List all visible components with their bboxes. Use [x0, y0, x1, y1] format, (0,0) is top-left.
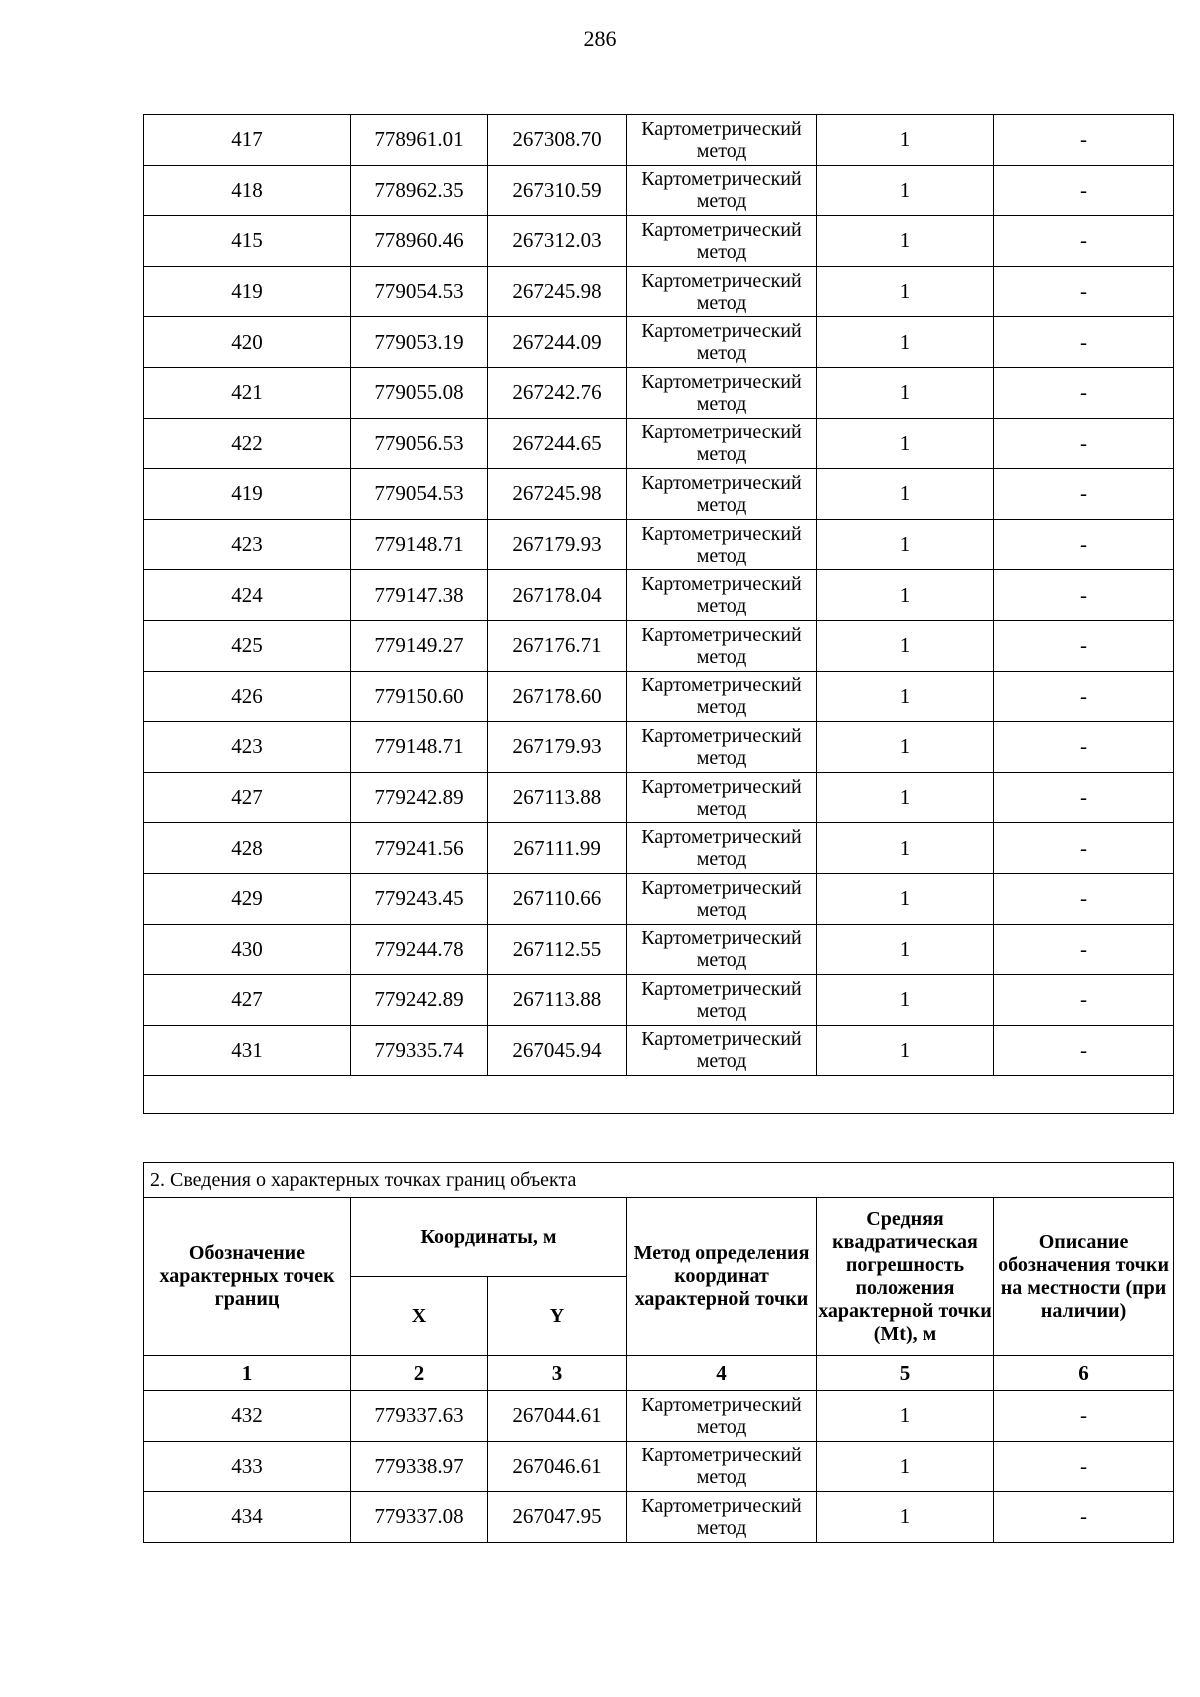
mean-error-cell: 1: [817, 722, 994, 773]
x-cell: 779150.60: [351, 671, 488, 722]
description-cell: -: [994, 115, 1174, 166]
table-row: [144, 1441, 1174, 1492]
description-cell: -: [994, 570, 1174, 621]
y-cell: 267179.93: [488, 519, 627, 570]
x-cell: 779149.27: [351, 620, 488, 671]
point-cell: 430: [144, 924, 351, 975]
x-cell: 779337.63: [351, 1391, 488, 1442]
method-cell: Картометрический метод: [627, 418, 817, 469]
method-cell: Картометрический метод: [627, 1025, 817, 1076]
y-cell: 267110.66: [488, 873, 627, 924]
table-row: [144, 924, 1174, 975]
point-cell: 433: [144, 1441, 351, 1492]
description-cell: -: [994, 772, 1174, 823]
point-cell: 423: [144, 519, 351, 570]
mean-error-cell: 1: [817, 367, 994, 418]
table-row: [144, 570, 1174, 621]
x-cell: 779241.56: [351, 823, 488, 874]
description-cell: -: [994, 1025, 1174, 1076]
header-mean-error: Средняя квадратическая погрешность положения характерной точки (Mt), м: [817, 1198, 994, 1356]
mean-error-cell: 1: [817, 924, 994, 975]
method-cell: Картометрический метод: [627, 266, 817, 317]
boundary-points-table: [143, 1162, 1174, 1543]
column-number: 4: [627, 1356, 817, 1391]
header-x: X: [351, 1277, 488, 1356]
method-cell: Картометрический метод: [627, 620, 817, 671]
point-cell: 424: [144, 570, 351, 621]
column-number: 5: [817, 1356, 994, 1391]
column-number: 3: [488, 1356, 627, 1391]
description-cell: -: [994, 216, 1174, 267]
description-cell: -: [994, 722, 1174, 773]
description-cell: -: [994, 671, 1174, 722]
y-cell: 267045.94: [488, 1025, 627, 1076]
header-description: Описание обозначения точки на местности (при наличии): [994, 1198, 1174, 1356]
mean-error-cell: 1: [817, 266, 994, 317]
y-cell: 267308.70: [488, 115, 627, 166]
table-row: [144, 519, 1174, 570]
x-cell: 779244.78: [351, 924, 488, 975]
mean-error-cell: 1: [817, 1391, 994, 1442]
method-cell: Картометрический метод: [627, 772, 817, 823]
table-row: [144, 620, 1174, 671]
table-row: [144, 975, 1174, 1026]
table-row: [144, 469, 1174, 520]
y-cell: 267176.71: [488, 620, 627, 671]
table-empty-row: [144, 1076, 1174, 1114]
mean-error-cell: 1: [817, 1441, 994, 1492]
table-row: [144, 418, 1174, 469]
x-cell: 778960.46: [351, 216, 488, 267]
description-cell: -: [994, 367, 1174, 418]
y-cell: 267245.98: [488, 469, 627, 520]
header-point-designation: Обозначение характерных точек границ: [144, 1198, 351, 1356]
header-y: Y: [488, 1277, 627, 1356]
y-cell: 267113.88: [488, 975, 627, 1026]
point-cell: 419: [144, 469, 351, 520]
description-cell: -: [994, 823, 1174, 874]
x-cell: 779054.53: [351, 469, 488, 520]
point-cell: 417: [144, 115, 351, 166]
y-cell: 267310.59: [488, 165, 627, 216]
x-cell: 779147.38: [351, 570, 488, 621]
table-row: [144, 266, 1174, 317]
method-cell: Картометрический метод: [627, 115, 817, 166]
description-cell: -: [994, 418, 1174, 469]
table-row: [144, 823, 1174, 874]
method-cell: Картометрический метод: [627, 469, 817, 520]
point-cell: 434: [144, 1492, 351, 1543]
point-cell: 423: [144, 722, 351, 773]
x-cell: 779338.97: [351, 1441, 488, 1492]
point-cell: 431: [144, 1025, 351, 1076]
description-cell: -: [994, 873, 1174, 924]
mean-error-cell: 1: [817, 620, 994, 671]
table-row: [144, 1391, 1174, 1442]
point-cell: 418: [144, 165, 351, 216]
x-cell: 779242.89: [351, 975, 488, 1026]
table-row: [144, 367, 1174, 418]
description-cell: -: [994, 165, 1174, 216]
y-cell: 267244.65: [488, 418, 627, 469]
x-cell: 779054.53: [351, 266, 488, 317]
point-cell: 429: [144, 873, 351, 924]
point-cell: 421: [144, 367, 351, 418]
table-row: [144, 722, 1174, 773]
y-cell: 267046.61: [488, 1441, 627, 1492]
point-cell: 427: [144, 772, 351, 823]
table-row: [144, 1025, 1174, 1076]
header-coordinates: Координаты, м: [351, 1198, 627, 1277]
y-cell: 267044.61: [488, 1391, 627, 1442]
mean-error-cell: 1: [817, 469, 994, 520]
table-row: [144, 1492, 1174, 1543]
x-cell: 779242.89: [351, 772, 488, 823]
method-cell: Картометрический метод: [627, 1492, 817, 1543]
point-cell: 420: [144, 317, 351, 368]
column-number: 2: [351, 1356, 488, 1391]
method-cell: Картометрический метод: [627, 823, 817, 874]
method-cell: Картометрический метод: [627, 924, 817, 975]
y-cell: 267111.99: [488, 823, 627, 874]
point-cell: 428: [144, 823, 351, 874]
mean-error-cell: 1: [817, 317, 994, 368]
table-row: [144, 317, 1174, 368]
description-cell: -: [994, 317, 1174, 368]
mean-error-cell: 1: [817, 570, 994, 621]
point-cell: 426: [144, 671, 351, 722]
x-cell: 778962.35: [351, 165, 488, 216]
mean-error-cell: 1: [817, 165, 994, 216]
y-cell: 267113.88: [488, 772, 627, 823]
table-row: [144, 165, 1174, 216]
mean-error-cell: 1: [817, 519, 994, 570]
mean-error-cell: 1: [817, 975, 994, 1026]
mean-error-cell: 1: [817, 873, 994, 924]
mean-error-cell: 1: [817, 671, 994, 722]
y-cell: 267312.03: [488, 216, 627, 267]
method-cell: Картометрический метод: [627, 317, 817, 368]
table-row: [144, 873, 1174, 924]
description-cell: -: [994, 519, 1174, 570]
description-cell: -: [994, 1492, 1174, 1543]
table-row: [144, 671, 1174, 722]
table-row: [144, 216, 1174, 267]
description-cell: -: [994, 1391, 1174, 1442]
point-cell: 422: [144, 418, 351, 469]
mean-error-cell: 1: [817, 1025, 994, 1076]
description-cell: -: [994, 469, 1174, 520]
description-cell: -: [994, 975, 1174, 1026]
point-cell: 419: [144, 266, 351, 317]
method-cell: Картометрический метод: [627, 519, 817, 570]
mean-error-cell: 1: [817, 1492, 994, 1543]
method-cell: Картометрический метод: [627, 367, 817, 418]
point-cell: 415: [144, 216, 351, 267]
x-cell: 779056.53: [351, 418, 488, 469]
method-cell: Картометрический метод: [627, 671, 817, 722]
method-cell: Картометрический метод: [627, 873, 817, 924]
y-cell: 267178.04: [488, 570, 627, 621]
description-cell: -: [994, 1441, 1174, 1492]
mean-error-cell: 1: [817, 115, 994, 166]
coordinates-table-continued: [143, 114, 1174, 1114]
mean-error-cell: 1: [817, 823, 994, 874]
header-method: Метод определения координат характерной точки: [627, 1198, 817, 1356]
y-cell: 267245.98: [488, 266, 627, 317]
description-cell: -: [994, 924, 1174, 975]
point-cell: 432: [144, 1391, 351, 1442]
method-cell: Картометрический метод: [627, 1391, 817, 1442]
description-cell: -: [994, 620, 1174, 671]
y-cell: 267178.60: [488, 671, 627, 722]
page-number: 286: [583, 26, 617, 51]
method-cell: Картометрический метод: [627, 1441, 817, 1492]
y-cell: 267242.76: [488, 367, 627, 418]
x-cell: 779053.19: [351, 317, 488, 368]
x-cell: 779335.74: [351, 1025, 488, 1076]
mean-error-cell: 1: [817, 418, 994, 469]
method-cell: Картометрический метод: [627, 722, 817, 773]
point-cell: 425: [144, 620, 351, 671]
table-row: [144, 115, 1174, 166]
description-cell: -: [994, 266, 1174, 317]
section-title: 2. Сведения о характерных точках границ объекта: [144, 1163, 1174, 1198]
point-cell: 427: [144, 975, 351, 1026]
method-cell: Картометрический метод: [627, 975, 817, 1026]
table-row: [144, 772, 1174, 823]
y-cell: 267179.93: [488, 722, 627, 773]
x-cell: 779148.71: [351, 722, 488, 773]
y-cell: 267112.55: [488, 924, 627, 975]
x-cell: 778961.01: [351, 115, 488, 166]
method-cell: Картометрический метод: [627, 570, 817, 621]
y-cell: 267047.95: [488, 1492, 627, 1543]
column-number: 6: [994, 1356, 1174, 1391]
x-cell: 779055.08: [351, 367, 488, 418]
column-number: 1: [144, 1356, 351, 1391]
y-cell: 267244.09: [488, 317, 627, 368]
method-cell: Картометрический метод: [627, 165, 817, 216]
x-cell: 779148.71: [351, 519, 488, 570]
x-cell: 779243.45: [351, 873, 488, 924]
mean-error-cell: 1: [817, 216, 994, 267]
x-cell: 779337.08: [351, 1492, 488, 1543]
mean-error-cell: 1: [817, 772, 994, 823]
method-cell: Картометрический метод: [627, 216, 817, 267]
